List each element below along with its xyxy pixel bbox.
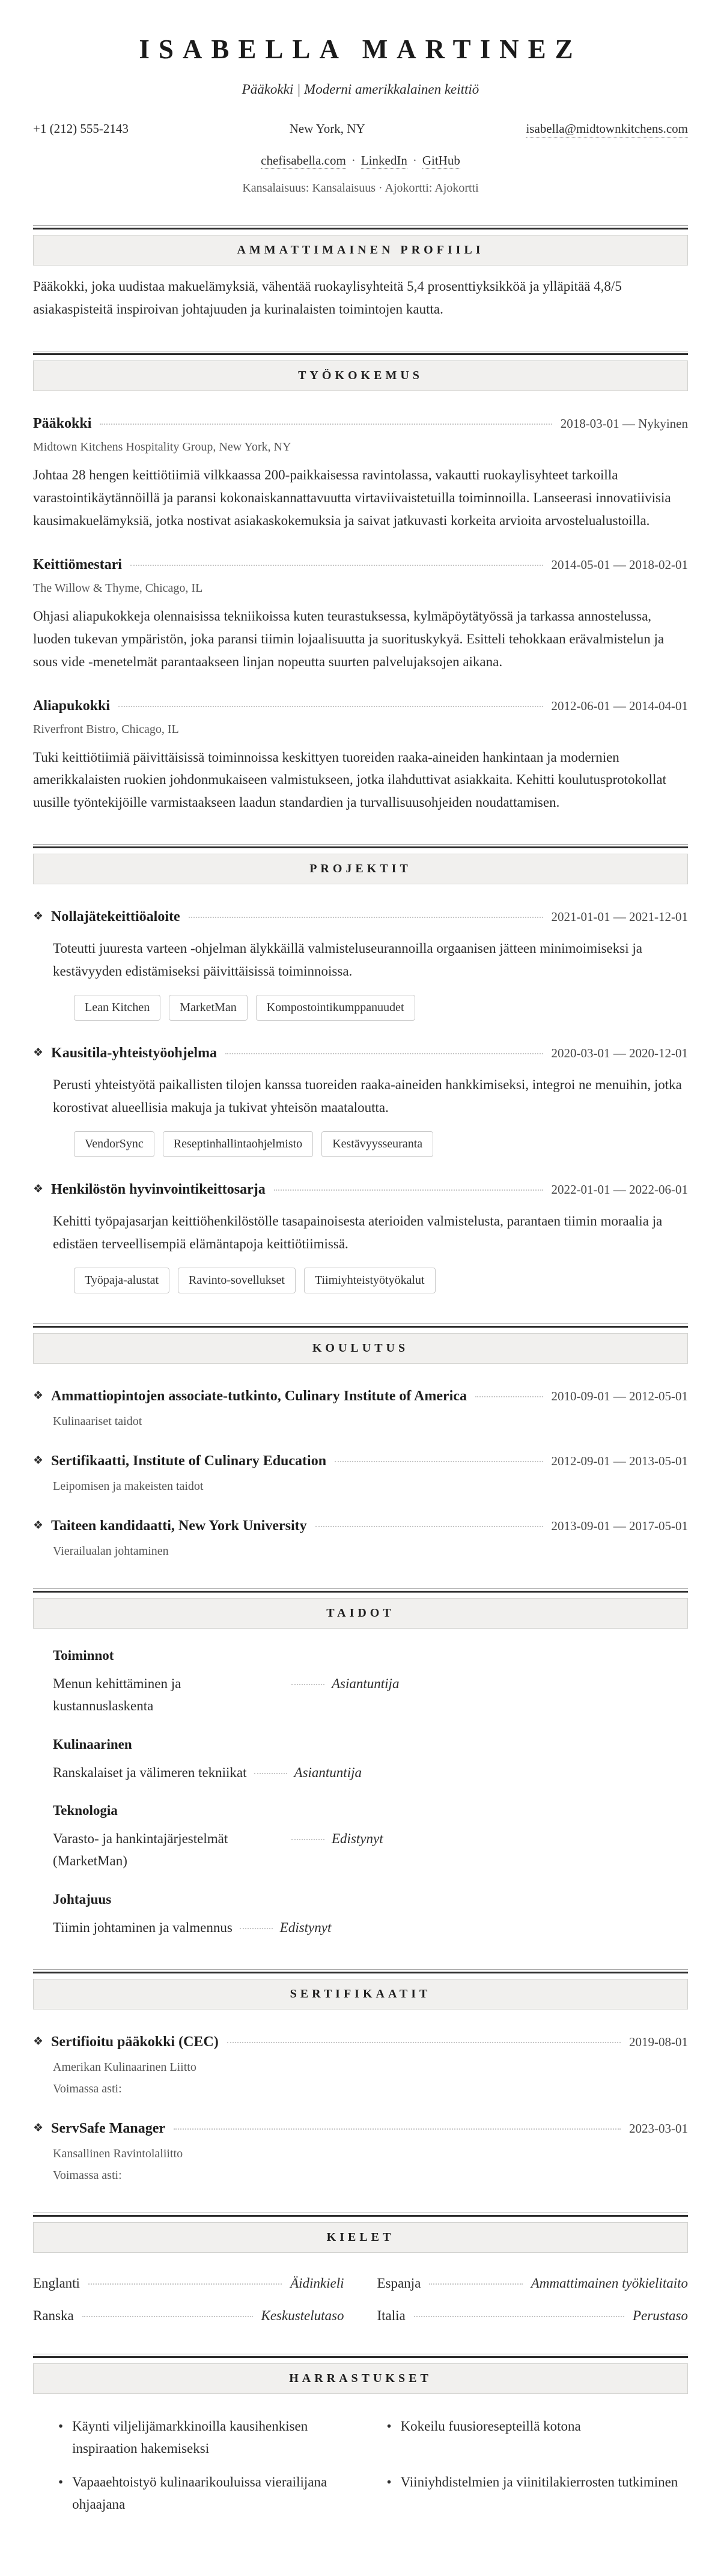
language-name: Espanja [377,2275,421,2291]
certification-title-row [33,2031,688,2053]
language-level: Ammattimainen työkielitaito [531,2275,688,2291]
language-row [33,2308,344,2324]
education-title-row [33,1450,688,1472]
education-dates: 2013-09-01 — 2017-05-01 [551,1518,688,1533]
job-description: Tuki keittiötiimiä päivittäisissä toiminnoissa keskittyen tuoreiden raaka-aineiden hankintaan ja modernien amerikkalaisten ruokien johdonmukaiseen valmistukseen, jotka ilahduttivat asiakkaita. Kehitti koulutusprotokollat uusille työntekijöille varmistaakseen laadun standardien ja turvallisuusohjeiden noudattamisen. [33,749,666,810]
github-link[interactable]: GitHub [422,153,460,168]
language-name: Ranska [33,2307,74,2323]
job-entry [33,413,688,532]
section-title-languages: KIELET [33,2222,688,2253]
education-dates: 2012-09-01 — 2013-05-01 [551,1453,688,1468]
skill-category: Toiminnot [53,1647,114,1663]
certification-issuer: Amerikan Kulinaarinen Liitto [53,2060,196,2074]
language-name: Englanti [33,2275,80,2291]
project-dates: 2020-03-01 — 2020-12-01 [551,1046,688,1061]
education-entry [33,1515,688,1558]
dotted-leader [429,2283,522,2285]
certification-issuer: Kansallinen Ravintolaliitto [53,2146,183,2160]
diamond-icon: ❖ [33,1046,44,1060]
certification-date: 2023-03-01 [629,2121,688,2136]
section-title-experience: TYÖKOKEMUS [33,360,688,391]
project-tags [74,995,688,1021]
job-subtitle: Pääkokki | Moderni amerikkalainen keittiö [242,82,479,97]
education-entry [33,1450,688,1493]
tag-chip: Työpaja-alustat [74,1268,169,1293]
dotted-leader [130,565,543,566]
education-title: Taiteen kandidaatti, New York University [51,1517,307,1534]
certification-title: ServSafe Manager [51,2120,165,2136]
job-entry [33,554,688,673]
diamond-icon: ❖ [33,2035,44,2048]
skill-level: Edistynyt [332,1831,383,1847]
language-level: Perustaso [633,2307,688,2323]
dotted-leader [240,1928,273,1929]
dotted-leader [189,917,543,918]
hobby-text: Kokeilu fuusioresepteillä kotona [400,2418,581,2434]
skill-name: Tiimin johtaminen ja valmennus [53,1919,233,1935]
certification-entry [33,2118,688,2183]
tag-chip: Reseptinhallintaohjelmisto [163,1131,313,1157]
project-title-row [33,1042,688,1064]
hobby-item [58,2416,360,2460]
dotted-leader [82,2316,253,2317]
tag-chip: Ravinto-sovellukset [178,1268,296,1293]
project-body [53,1210,688,1293]
language-name: Italia [377,2307,406,2323]
education-dates: 2010-09-01 — 2012-05-01 [551,1388,688,1403]
tag-chip: Lean Kitchen [74,995,160,1021]
hobby-text: Vapaaehtoistyö kulinaarikouluissa vierailijana ohjaajana [72,2474,327,2512]
job-title-row [33,413,688,434]
header [33,34,688,195]
skill-category: Johtajuus [53,1891,112,1907]
dotted-leader [274,1189,543,1191]
citizenship-line: Kansalaisuus: Kansalaisuus · Ajokortti: Ajokortti [242,181,479,195]
dotted-leader [225,1053,543,1054]
tag-chip: VendorSync [74,1131,154,1157]
education-title-row [33,1515,688,1537]
certification-valid-label: Voimassa asti: [53,2082,122,2095]
diamond-icon: ❖ [33,1519,44,1532]
certification-entry [33,2031,688,2096]
language-level: Keskustelutaso [261,2307,344,2323]
diamond-icon: ❖ [33,2121,44,2134]
project-title-row [33,906,688,928]
skill-row [53,1762,688,1784]
section-divider [33,225,688,229]
project-tags [74,1268,688,1293]
project-title: Kausitila-yhteistyöohjelma [51,1045,218,1062]
project-title-row [33,1179,688,1200]
project-title: Nollajätekeittiöaloite [51,909,180,925]
linkedin-link[interactable]: LinkedIn [360,153,407,168]
bullet-icon: • [58,2418,64,2434]
job-company: Riverfront Bistro, Chicago, IL [33,722,179,736]
tag-chip: Kestävyysseuranta [321,1131,433,1157]
skill-category: Teknologia [53,1803,118,1818]
languages-grid [33,2276,688,2324]
skill-name: Ranskalaiset ja välimeren tekniikat [53,1764,247,1780]
education-title: Ammattiopintojen associate-tutkinto, Culinary Institute of America [51,1388,467,1404]
dotted-leader [118,706,543,707]
job-dates: 2014-05-01 — 2018-02-01 [551,557,688,572]
dotted-leader [291,1839,324,1840]
project-entry [33,1042,688,1157]
section-profile [33,225,688,321]
skill-level: Asiantuntija [294,1764,362,1780]
education-entry [33,1385,688,1429]
links-row [33,153,688,168]
skill-name: Varasto- ja hankintajärjestelmät (MarketMan) [53,1831,228,1869]
dotted-leader [88,2283,282,2285]
skill-name: Menun kehittäminen ja kustannuslaskenta [53,1675,181,1713]
section-divider [33,351,688,355]
link-separator: · [351,153,356,168]
section-projects [33,844,688,1293]
bullet-icon: • [386,2474,392,2490]
email-link[interactable]: isabella@midtownkitchens.com [526,121,688,138]
project-entry [33,1179,688,1293]
skill-category: Kulinaarinen [53,1736,132,1752]
project-entry [33,906,688,1021]
section-title-hobbies: HARRASTUKSET [33,2363,688,2394]
job-description: Ohjasi aliapukokkeja olennaisissa tekniikoissa kuten teurastuksessa, kylmäpöytätyössä ja tarkassa annostelussa, luoden tukevan ympäristön, joka paransi tiimin lojaalisuutta ja suorituskykyä. Esitteli tehokkaan erävalmistelun ja sous vide -menetelmät parantaakseen linjan nopeutta suurten palvelujaksojen aikana. [33,608,665,669]
section-divider [33,1588,688,1593]
dotted-leader [315,1526,543,1527]
project-tags [74,1131,688,1157]
language-row [377,2276,689,2291]
phone-number: +1 (212) 555-2143 [33,121,129,136]
dotted-leader [291,1684,324,1685]
project-body [53,1074,688,1157]
project-body [53,937,688,1021]
project-title: Henkilöstön hyvinvointikeittosarja [51,1182,266,1198]
tag-chip: Kompostointikumppanuudet [256,995,415,1021]
skill-row [53,1673,688,1718]
diamond-icon: ❖ [33,910,44,923]
section-divider [33,2213,688,2217]
skill-row [53,1917,688,1939]
section-skills [33,1588,688,1939]
hobby-text: Viiniyhdistelmien ja viinitilakierrosten tutkiminen [400,2474,678,2490]
certification-title-row [33,2118,688,2139]
skill-level: Asiantuntija [332,1675,400,1691]
diamond-icon: ❖ [33,1389,44,1402]
job-description: Johtaa 28 hengen keittiötiimiä vilkkaassa 200-paikkaisessa ravintolassa, vakautti ruokaylisyhteet tarkoilla varastointikäytännöillä ja paransi kokonaiskannattavuutta virtaviivaistetuilla toiminnoilla. Lanseerasi innovatiivisia kausimakuelämyksiä, jotka nostivat asiakaskokemuksia ja saivat jatkuvasti korkeita arvioita arvostelualustoilla. [33,467,671,528]
dotted-leader [174,2128,621,2130]
hobby-item [387,2416,689,2460]
section-title-education: KOULUTUS [33,1333,688,1364]
section-title-profile: AMMATTIMAINEN PROFIILI [33,235,688,266]
dotted-leader [475,1396,543,1397]
job-entry [33,695,688,815]
bullet-icon: • [58,2474,64,2490]
education-title-row [33,1385,688,1407]
profile-text: Pääkokki, joka uudistaa makuelämyksiä, vähentää ruokaylisyhteitä 5,4 prosenttiyksikköä ja ylläpitää 4,8/5 asiakaspisteitä inspiroivan johtajuuden ja kurinalaisten toimintojen kautta. [33,279,622,317]
job-dates: 2018-03-01 — Nykyinen [560,416,688,431]
job-title-row [33,695,688,717]
job-title: Pääkokki [33,415,92,431]
section-certifications [33,1969,688,2183]
project-description: Kehitti työpajasarjan keittiöhenkilöstölle tasapainoisesta aterioiden valmistelusta, parantaen tiimin moraalia ja edistäen terveellisempiä elämäntapoja keittiötiimissä. [53,1214,663,1251]
language-level: Äidinkieli [290,2275,344,2291]
dotted-leader [335,1461,543,1462]
job-title-row [33,554,688,576]
education-title: Sertifikaatti, Institute of Culinary Education [51,1453,327,1469]
bullet-icon: • [386,2418,392,2434]
tag-chip: Tiimiyhteistyötyökalut [304,1268,436,1293]
page-title: ISABELLA MARTINEZ [139,34,582,64]
dotted-leader [254,1773,287,1774]
dotted-leader [414,2316,624,2317]
section-languages [33,2213,688,2324]
certification-title: Sertifioitu pääkokki (CEC) [51,2034,219,2050]
section-divider [33,1969,688,1973]
project-description: Perusti yhteistyötä paikallisten tilojen kanssa tuoreiden raaka-aineiden hankkimiseksi, integroi ne menuihin, jotka korostivat alueellisia makuja ja tukivat yhteisön maataloutta. [53,1077,682,1116]
section-title-certifications: SERTIFIKAATIT [33,1979,688,2009]
certification-date: 2019-08-01 [629,2034,688,2049]
project-dates: 2022-01-01 — 2022-06-01 [551,1182,688,1197]
dotted-leader [100,424,552,425]
contact-row [33,121,688,138]
dotted-leader [227,2042,621,2043]
location-text: New York, NY [289,121,365,136]
hobby-item [58,2471,360,2516]
job-company: Midtown Kitchens Hospitality Group, New York, NY [33,440,291,454]
skills-list [53,1648,688,1939]
section-education [33,1323,688,1558]
section-title-projects: PROJEKTIT [33,854,688,884]
hobby-item [387,2471,689,2516]
section-divider [33,2354,688,2358]
education-subtitle: Vierailualan johtaminen [53,1544,169,1558]
education-subtitle: Leipomisen ja makeisten taidot [53,1479,204,1493]
project-description: Toteutti juuresta varteen -ohjelman älykkäillä valmisteluseurannoilla orgaanisen jätteen minimoimiseksi ja kestävyyden edistämiseksi päivittäisissä toiminnoissa. [53,941,642,979]
skill-level: Edistynyt [279,1919,332,1935]
diamond-icon: ❖ [33,1454,44,1467]
job-dates: 2012-06-01 — 2014-04-01 [551,698,688,713]
website-link[interactable]: chefisabella.com [261,153,346,168]
certification-valid-label: Voimassa asti: [53,2168,122,2182]
language-row [377,2308,689,2324]
hobby-text: Käynti viljelijämarkkinoilla kausihenkisen inspiraation hakemiseksi [72,2418,308,2456]
job-company: The Willow & Thyme, Chicago, IL [33,581,203,595]
diamond-icon: ❖ [33,1183,44,1196]
project-dates: 2021-01-01 — 2021-12-01 [551,910,688,925]
link-separator: · [412,153,417,168]
section-title-skills: TAIDOT [33,1598,688,1629]
job-title: Keittiömestari [33,556,122,573]
job-title: Aliapukokki [33,697,111,714]
section-divider [33,1323,688,1328]
section-divider [33,844,688,848]
language-row [33,2276,344,2291]
section-experience [33,351,688,814]
education-subtitle: Kulinaariset taidot [53,1414,142,1428]
section-hobbies [33,2354,688,2528]
tag-chip: MarketMan [169,995,247,1021]
hobbies-list [58,2416,688,2528]
skill-row [53,1828,688,1873]
